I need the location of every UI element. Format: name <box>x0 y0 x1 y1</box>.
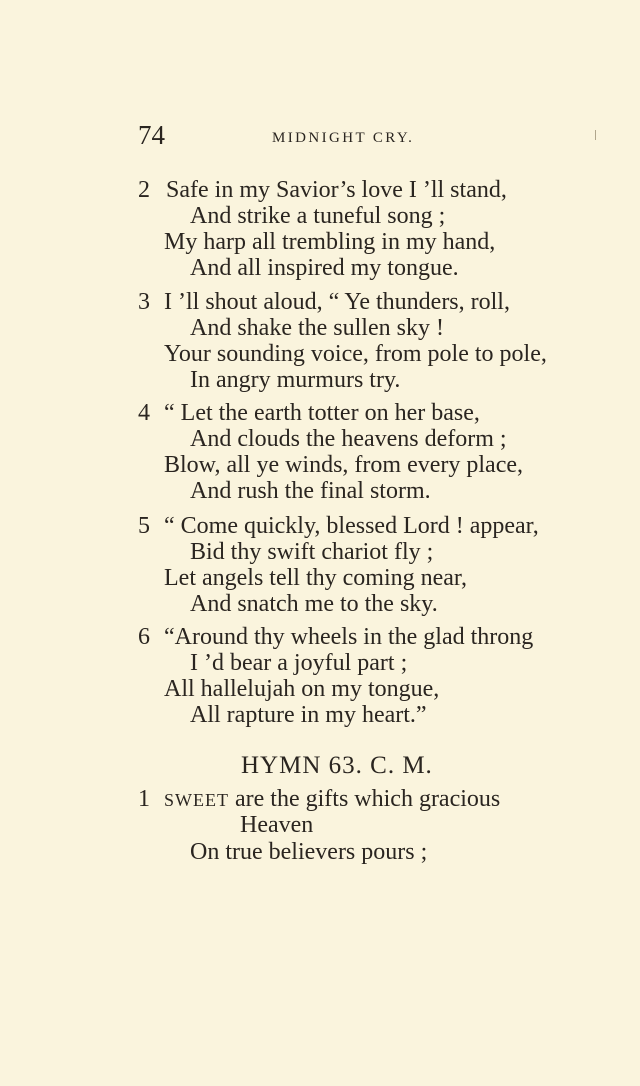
hymn-line: My harp all trembling in my hand, <box>164 229 496 255</box>
hymn-line: In angry murmurs try. <box>190 367 401 393</box>
hymn-line: “Around thy wheels in the glad throng <box>164 624 534 650</box>
hymn-line: I ’ll shout aloud, “ Ye thunders, roll, <box>164 289 510 315</box>
stanza-number: 6 <box>138 624 150 650</box>
running-head: MIDNIGHT CRY. <box>272 130 415 146</box>
hymn-line: “ Let the earth totter on her base, <box>164 400 480 426</box>
hymn-line: And rush the final storm. <box>190 478 431 504</box>
hymn-line <box>164 787 500 811</box>
hymn-line: And snatch me to the sky. <box>190 591 438 617</box>
page-mark <box>595 130 596 140</box>
hymn-line: All rapture in my heart.” <box>190 702 427 728</box>
hymn-line: And strike a tuneful song ; <box>190 203 446 229</box>
hymn-line: Safe in my Savior’s love I ’ll stand, <box>166 177 507 203</box>
hymn-line: Let angels tell thy coming near, <box>164 565 467 591</box>
stanza-number: 5 <box>138 513 150 539</box>
stanza-number: 1 <box>138 786 150 812</box>
hymn-line: And shake the sullen sky ! <box>190 315 444 341</box>
hymn-line: All hallelujah on my tongue, <box>164 676 440 702</box>
hymn-line: Your sounding voice, from pole to pole, <box>164 341 547 367</box>
hymn-line-rest: are the gifts which gracious <box>229 786 501 812</box>
page-number: 74 <box>138 120 165 150</box>
hymn-line: Bid thy swift chariot fly ; <box>190 539 434 565</box>
stanza-number: 4 <box>138 400 150 426</box>
hymn-line: Blow, all ye winds, from every place, <box>164 452 524 478</box>
hymn-line: And all inspired my tongue. <box>190 255 459 281</box>
hymn-heading: HYMN 63. C. M. <box>241 752 433 779</box>
small-caps-first-word: SWEET <box>164 790 229 810</box>
hymn-line-runover: Heaven <box>240 812 314 838</box>
stanza-number: 2 <box>138 177 150 203</box>
hymn-line: And clouds the heavens deform ; <box>190 426 507 452</box>
hymn-line: I ’d bear a joyful part ; <box>190 650 408 676</box>
stanza-number: 3 <box>138 289 150 315</box>
hymn-line: “ Come quickly, blessed Lord ! appear, <box>164 513 539 539</box>
hymn-line: On true believers pours ; <box>190 839 428 865</box>
